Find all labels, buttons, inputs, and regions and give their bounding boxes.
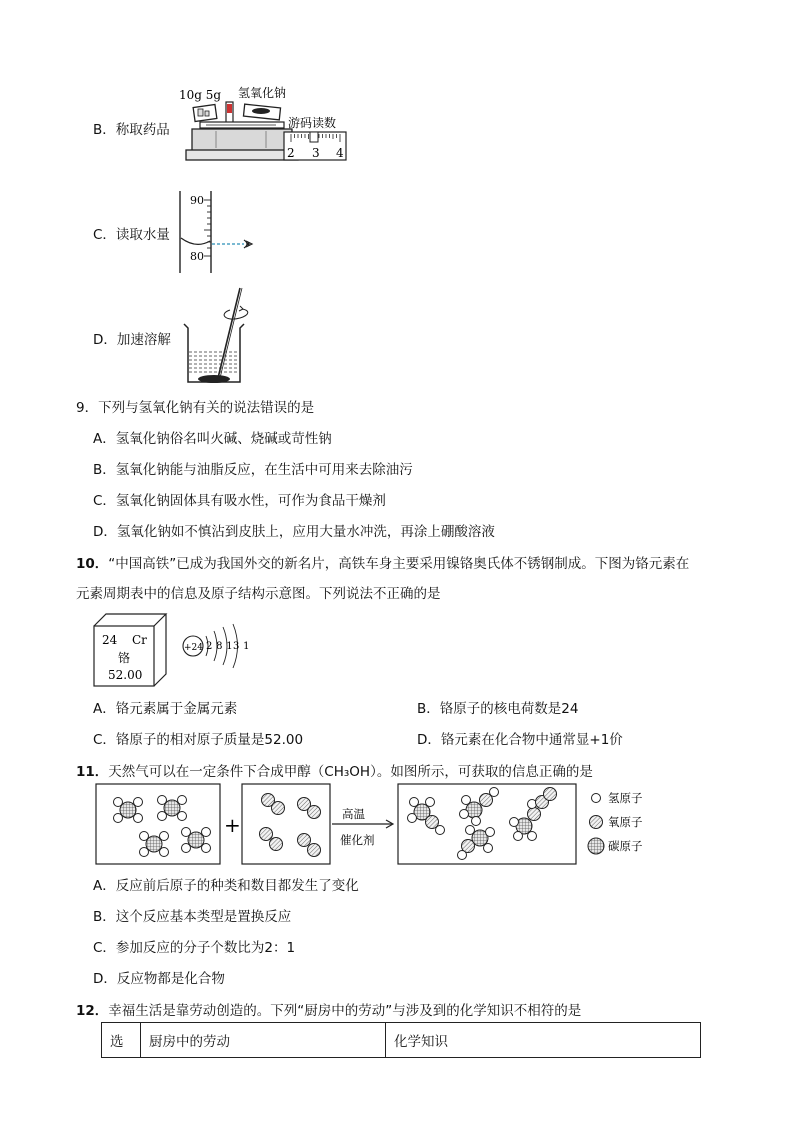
q11-stem-text: 天然气可以在一定条件下合成甲醇（CH₃OH）。如图所示，可获取的信息正确的是 bbox=[108, 764, 593, 780]
q11-option-c: C．参加反应的分子个数比为2：1 bbox=[93, 940, 296, 956]
balance-figure bbox=[176, 82, 356, 172]
q12-stem-line bbox=[76, 999, 581, 1019]
cylinder-figure bbox=[176, 189, 260, 275]
reactant-methane-box bbox=[96, 784, 220, 864]
condition-top: 高温 bbox=[342, 807, 365, 821]
reaction-figure bbox=[90, 780, 690, 870]
q12-table bbox=[101, 1022, 701, 1058]
legend-oxygen-icon bbox=[590, 816, 603, 829]
atom-nucleus: +24 bbox=[184, 643, 203, 653]
q11-option-b: B．这个反应基本类型是置换反应 bbox=[93, 909, 292, 925]
element-symbol: Cr bbox=[132, 633, 147, 647]
q10-stem-text: “中国高铁”已成为我国外交的新名片，高铁车身主要采用镍铬奥氏体不锈钢制成。下图为铬元素在 bbox=[108, 556, 690, 572]
beaker-figure bbox=[178, 284, 264, 386]
plus-sign: + bbox=[224, 813, 241, 837]
q11-stem-line bbox=[76, 760, 593, 780]
element-number: 24 bbox=[102, 633, 118, 647]
cylinder-mark-90: 90 bbox=[190, 194, 204, 207]
q10-option-b: B．铬原子的核电荷数是24 bbox=[417, 701, 579, 717]
scale-tick-2: 2 bbox=[287, 146, 295, 160]
weights-label: 10g 5g bbox=[179, 88, 222, 102]
q9-option-b: B．氢氧化钠能与油脂反应，在生活中可用来去除油污 bbox=[93, 462, 413, 478]
eye-icon bbox=[244, 240, 252, 248]
q9-option-c: C．氢氧化钠固体具有吸水性，可作为食品干燥剂 bbox=[93, 493, 386, 509]
atom-structure bbox=[183, 624, 250, 668]
q12-number: 12． bbox=[76, 1003, 109, 1019]
table-header-option: 选 bbox=[102, 1023, 141, 1058]
q8-option-d-label: D．加速溶解 bbox=[93, 332, 171, 348]
condition-bottom: 催化剂 bbox=[340, 833, 375, 847]
table-row bbox=[102, 1023, 701, 1058]
q9-option-d: D．氢氧化钠如不慎沾到皮肤上，应用大量水冲洗，再涂上硼酸溶液 bbox=[93, 524, 495, 540]
q8-option-b-label: B．称取药品 bbox=[93, 122, 170, 138]
q10-number: 10． bbox=[76, 556, 109, 572]
q10-stem-line1 bbox=[76, 552, 689, 572]
q12-stem-text: 幸福生活是靠劳动创造的。下列“厨房中的劳动”与涉及到的化学知识不相符的是 bbox=[108, 1003, 582, 1019]
table-header-labor: 厨房中的劳动 bbox=[141, 1023, 386, 1058]
legend-carbon-icon bbox=[588, 838, 604, 854]
legend-carbon: 碳原子 bbox=[608, 839, 643, 853]
scale-tick-3: 3 bbox=[312, 146, 320, 160]
balance-icon bbox=[186, 102, 298, 160]
atom-shells: 2 8 13 1 bbox=[206, 641, 250, 652]
legend-hydrogen-icon bbox=[592, 794, 601, 803]
scale-tick-4: 4 bbox=[336, 146, 344, 160]
q10-stem-line2: 元素周期表中的信息及原子结构示意图。下列说法不正确的是 bbox=[76, 586, 441, 602]
q10-option-a: A．铬元素属于金属元素 bbox=[93, 701, 238, 717]
q10-option-d: D．铬元素在化合物中通常显+1价 bbox=[417, 732, 623, 748]
cylinder-mark-80: 80 bbox=[190, 250, 204, 263]
q11-option-d: D．反应物都是化合物 bbox=[93, 971, 225, 987]
reagent-label: 氢氧化钠 bbox=[238, 86, 287, 100]
q11-number: 11． bbox=[76, 764, 109, 780]
element-mass: 52.00 bbox=[108, 668, 143, 682]
legend-hydrogen: 氢原子 bbox=[608, 791, 643, 805]
element-name: 铬 bbox=[118, 651, 131, 665]
legend-oxygen: 氧原子 bbox=[608, 815, 643, 829]
rider-title: 游码读数 bbox=[288, 116, 337, 130]
q10-option-c: C．铬原子的相对原子质量是52.00 bbox=[93, 732, 304, 748]
q9-stem: 9．下列与氢氧化钠有关的说法错误的是 bbox=[76, 400, 315, 416]
q9-option-a: A．氢氧化钠俗名叫火碱、烧碱或苛性钠 bbox=[93, 431, 332, 447]
table-header-knowledge: 化学知识 bbox=[386, 1023, 701, 1058]
element-figure bbox=[90, 612, 260, 688]
q8-option-c-label: C．读取水量 bbox=[93, 227, 170, 243]
q11-option-a: A．反应前后原子的种类和数目都发生了变化 bbox=[93, 878, 359, 894]
